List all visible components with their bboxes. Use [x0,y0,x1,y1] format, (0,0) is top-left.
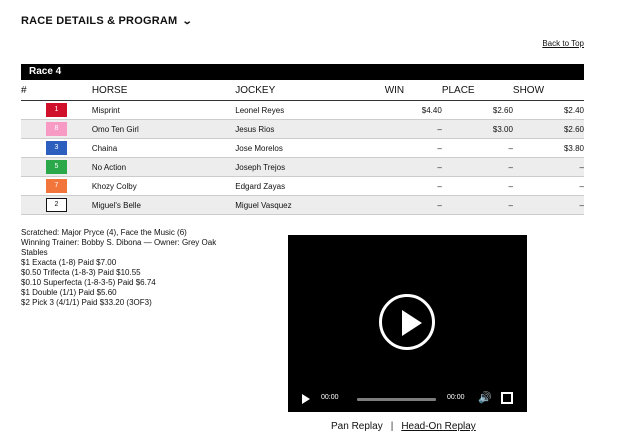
col-horse: HORSE [92,80,235,101]
show-payout: $3.80 [513,139,584,158]
info-line: $0.10 Superfecta (1-8-3-5) Paid $6.74 [21,278,156,287]
program-number-badge: 5 [46,160,67,174]
show-payout: $2.60 [513,120,584,139]
big-play-button[interactable] [379,294,435,350]
info-line: Scratched: Major Pryce (4), Face the Music (6) [21,228,187,237]
chevron-down-icon[interactable]: ⌄ [182,15,194,27]
results-table [21,80,584,215]
program-number [21,139,92,158]
win-payout: – [385,158,442,177]
head-on-replay-link[interactable]: Head-On Replay [401,421,476,432]
program-number-badge: 2 [46,198,67,212]
program-number-badge: 8 [46,122,67,136]
table-row [21,177,584,196]
horse-name: No Action [92,158,235,177]
volume-icon[interactable]: 🔊 [478,392,492,404]
replay-separator: | [390,421,394,432]
win-payout: – [385,139,442,158]
info-line: $1 Double (1/1) Paid $5.60 [21,288,117,297]
jockey-name: Miguel Vasquez [235,196,384,215]
program-number-badge: 7 [46,179,67,193]
show-payout: – [513,177,584,196]
program-number [21,120,92,139]
program-number [21,158,92,177]
table-row [21,196,584,215]
table-row [21,101,584,120]
place-payout: – [442,177,513,196]
col-show: SHOW [513,80,584,101]
program-number [21,101,92,120]
jockey-name: Joseph Trejos [235,158,384,177]
col-jockey: JOCKEY [235,80,384,101]
play-icon[interactable] [302,394,310,404]
show-payout: $2.40 [513,101,584,120]
video-controls [288,390,527,408]
table-header-row [21,80,584,101]
duration: 00:00 [447,394,465,401]
program-number-badge: 3 [46,141,67,155]
race-title-bar [21,64,584,80]
show-payout: – [513,158,584,177]
fullscreen-icon[interactable] [501,392,513,404]
horse-name: Chaina [92,139,235,158]
play-icon [402,310,422,336]
table-row [21,158,584,177]
win-payout: $4.40 [385,101,442,120]
section-header[interactable] [21,15,192,27]
race-title: Race 4 [29,66,62,77]
info-line: $2 Pick 3 (4/1/1) Paid $33.20 (3OF3) [21,298,152,307]
win-payout: – [385,120,442,139]
program-number [21,177,92,196]
place-payout: $2.60 [442,101,513,120]
jockey-name: Jose Morelos [235,139,384,158]
jockey-name: Edgard Zayas [235,177,384,196]
info-line: $0.50 Trifecta (1-8-3) Paid $10.55 [21,268,141,277]
race-info [21,228,241,308]
place-payout: – [442,139,513,158]
horse-name: Miguel's Belle [92,196,235,215]
show-payout: – [513,196,584,215]
horse-name: Misprint [92,101,235,120]
pan-replay-link[interactable]: Pan Replay [331,421,383,432]
jockey-name: Leonel Reyes [235,101,384,120]
place-payout: $3.00 [442,120,513,139]
horse-name: Khozy Colby [92,177,235,196]
win-payout: – [385,177,442,196]
table-row [21,139,584,158]
horse-name: Omo Ten Girl [92,120,235,139]
place-payout: – [442,196,513,215]
program-number-badge: 1 [46,103,67,117]
replay-links [331,421,476,432]
back-to-top-link[interactable]: Back to Top [542,39,584,48]
current-time: 00:00 [321,394,339,401]
seek-bar[interactable] [357,398,436,401]
jockey-name: Jesus Rios [235,120,384,139]
video-player[interactable] [288,235,527,412]
col-place: PLACE [442,80,513,101]
program-number [21,196,92,215]
section-title: RACE DETAILS & PROGRAM [21,15,178,27]
place-payout: – [442,158,513,177]
info-line: $1 Exacta (1-8) Paid $7.00 [21,258,117,267]
col-num: # [21,80,92,101]
win-payout: – [385,196,442,215]
table-row [21,120,584,139]
info-line: Winning Trainer: Bobby S. Dibona — Owner: Grey Oak Stables [21,238,217,257]
col-win: WIN [385,80,442,101]
